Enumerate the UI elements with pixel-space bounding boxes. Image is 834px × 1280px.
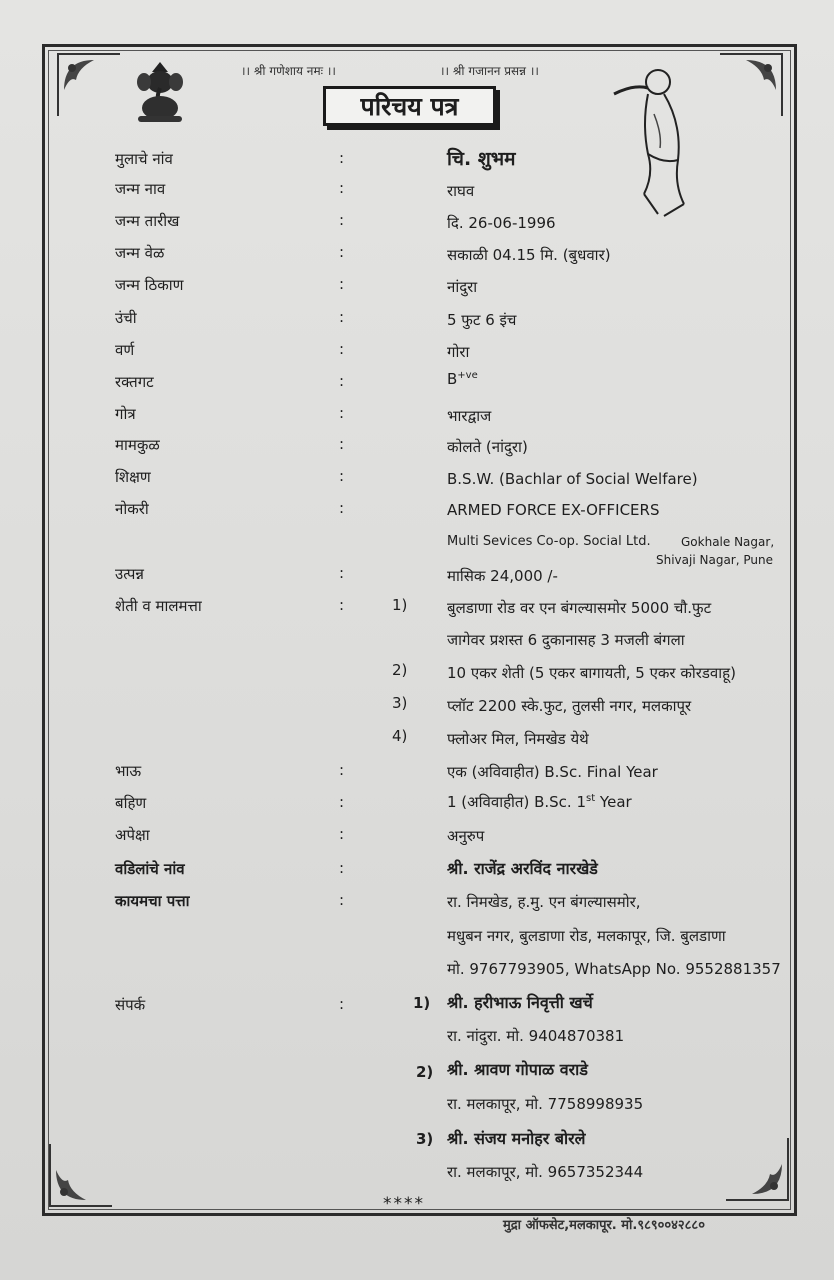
contact-detail: रा. मलकापूर, मो. 7758998935	[447, 1095, 644, 1113]
colon: :	[339, 761, 345, 779]
colon: :	[339, 149, 345, 167]
label-height: उंची	[115, 309, 137, 327]
invocation-left: ।। श्री गणेशाय नमः ।।	[241, 64, 336, 78]
contact-num: 3)	[416, 1130, 434, 1148]
label-sister: बहिण	[115, 794, 147, 812]
value-job: ARMED FORCE EX-OFFICERS	[447, 501, 660, 519]
ganesha-icon	[130, 58, 190, 124]
value-birth-date: दि. 26-06-1996	[447, 214, 556, 232]
label-property: शेती व मालमत्ता	[115, 597, 202, 615]
label-birth-time: जन्म वेळ	[115, 244, 165, 262]
corner-ornament-top-left	[54, 50, 124, 120]
blood-group-sup: +ve	[457, 370, 478, 381]
property-line: जागेवर प्रशस्त 6 दुकानासह 3 मजली बंगला	[447, 631, 685, 649]
contact-name: श्री. संजय मनोहर बोरले	[447, 1129, 586, 1148]
invocation-right: ।। श्री गजानन प्रसन्न ।।	[440, 64, 539, 78]
page-title: परिचय पत्र	[323, 86, 496, 126]
company-address-2: Shivaji Nagar, Pune	[656, 553, 773, 567]
corner-ornament-bottom-right	[722, 1134, 792, 1204]
label-contact: संपर्क	[115, 996, 146, 1014]
colon: :	[339, 308, 345, 326]
label-blood-group: रक्तगट	[115, 373, 154, 391]
colon: :	[339, 467, 345, 485]
contact-detail: रा. मलकापूर, मो. 9657352344	[447, 1163, 644, 1181]
value-blood-group	[447, 370, 478, 388]
label-mamkul: मामकुळ	[115, 436, 160, 454]
value-father: श्री. राजेंद्र अरविंद नारखेडे	[447, 859, 598, 878]
value-expectation: अनुरुप	[447, 827, 485, 845]
colon: :	[339, 793, 345, 811]
label-expectation: अपेक्षा	[115, 826, 150, 844]
value-income: मासिक 24,000 /-	[447, 567, 558, 585]
property-num: 4)	[392, 727, 408, 745]
label-birth-name: जन्म नाव	[115, 180, 166, 198]
value-sister	[447, 792, 632, 812]
address-line: रा. निमखेड, ह.मु. एन बंगल्यासमोर,	[447, 893, 641, 911]
label-birth-date: जन्म तारीख	[115, 212, 180, 230]
colon: :	[339, 243, 345, 261]
value-name: चि. शुभम	[447, 148, 516, 170]
value-company: Multi Sevices Co-op. Social Ltd.	[447, 534, 651, 549]
contact-num: 2)	[416, 1063, 434, 1081]
colon: :	[339, 995, 345, 1013]
printer-credit: मुद्रा ऑफसेट,मलकापूर. मो.९८९००४२८८०	[503, 1218, 705, 1233]
value-brother: एक (अविवाहीत) B.Sc. Final Year	[447, 763, 658, 781]
value-birth-name: राघव	[447, 182, 475, 200]
property-line: बुलडाणा रोड वर एन बंगल्यासमोर 5000 चौ.फुट	[447, 599, 712, 617]
value-education: B.S.W. (Bachlar of Social Welfare)	[447, 470, 698, 488]
property-num: 3)	[392, 694, 408, 712]
colon: :	[339, 435, 345, 453]
colon: :	[339, 564, 345, 582]
colon: :	[339, 499, 345, 517]
colon: :	[339, 891, 345, 909]
value-height: 5 फुट 6 इंच	[447, 311, 517, 329]
colon: :	[339, 340, 345, 358]
label-education: शिक्षण	[115, 468, 151, 486]
label-name: मुलाचे नांव	[115, 150, 173, 168]
address-line: मधुबन नगर, बुलडाणा रोड, मलकापूर, जि. बुलडाणा	[447, 927, 726, 945]
corner-ornament-top-right	[716, 50, 786, 120]
property-line: 10 एकर शेती (5 एकर बागायती, 5 एकर कोरडवाहू)	[447, 664, 736, 682]
property-num: 1)	[392, 596, 408, 614]
label-gotra: गोत्र	[115, 405, 136, 423]
colon: :	[339, 596, 345, 614]
sister-text: 1 (अविवाहीत) B.Sc. 1	[447, 793, 587, 811]
address-line: मो. 9767793905, WhatsApp No. 9552881357	[447, 960, 781, 978]
label-income: उत्पन्न	[115, 565, 144, 583]
property-line: फ्लोअर मिल, निमखेड येथे	[447, 730, 589, 748]
blood-group-letter: B	[447, 370, 458, 388]
label-complexion: वर्ण	[115, 341, 135, 359]
footer-stars: ****	[383, 1194, 425, 1214]
label-address: कायमचा पत्ता	[115, 892, 190, 910]
corner-ornament-bottom-left	[46, 1140, 116, 1210]
sister-sup: st	[586, 793, 596, 804]
company-address-1: Gokhale Nagar,	[681, 535, 775, 549]
colon: :	[339, 859, 345, 877]
label-birth-place: जन्म ठिकाण	[115, 276, 184, 294]
property-line: प्लॉट 2200 स्के.फुट, तुलसी नगर, मलकापूर	[447, 697, 692, 715]
colon: :	[339, 825, 345, 843]
colon: :	[339, 179, 345, 197]
property-num: 2)	[392, 661, 408, 679]
gajanan-maharaj-icon	[604, 64, 696, 224]
value-birth-time: सकाळी 04.15 मि. (बुधवार)	[447, 246, 611, 264]
contact-name: श्री. हरीभाऊ निवृत्ती खर्चे	[447, 993, 593, 1012]
colon: :	[339, 372, 345, 390]
value-mamkul: कोलते (नांदुरा)	[447, 438, 528, 456]
contact-num: 1)	[413, 994, 431, 1012]
contact-detail: रा. नांदुरा. मो. 9404870381	[447, 1027, 625, 1045]
value-birth-place: नांदुरा	[447, 278, 478, 296]
sister-text-end: Year	[595, 793, 632, 811]
colon: :	[339, 275, 345, 293]
contact-name: श्री. श्रावण गोपाळ वराडे	[447, 1060, 588, 1079]
colon: :	[339, 404, 345, 422]
value-complexion: गोरा	[447, 343, 470, 361]
label-job: नोकरी	[115, 500, 149, 518]
label-father: वडिलांचे नांव	[115, 860, 185, 878]
colon: :	[339, 211, 345, 229]
value-gotra: भारद्वाज	[447, 407, 492, 425]
label-brother: भाऊ	[115, 762, 142, 780]
